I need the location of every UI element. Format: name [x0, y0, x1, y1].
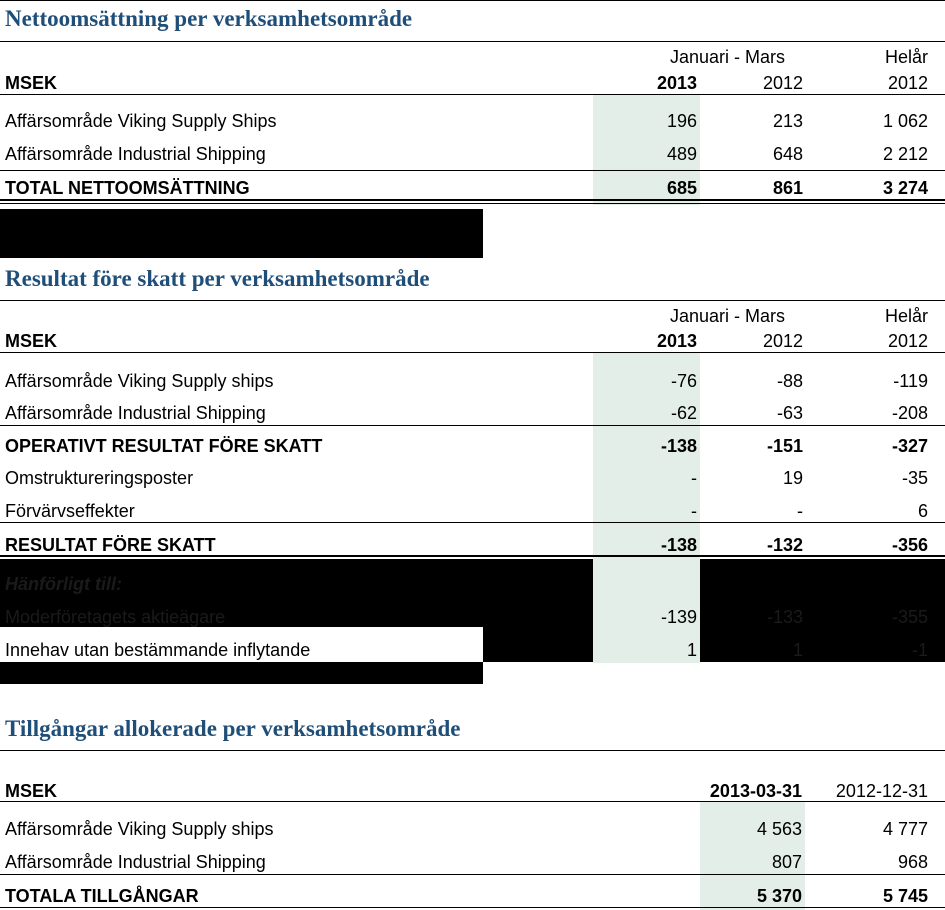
total-value: -356	[891, 535, 928, 555]
year-header: 2013	[656, 73, 697, 93]
row-value: 6	[917, 501, 928, 521]
row-value: -1	[911, 640, 928, 660]
row-value: 2 212	[882, 144, 928, 164]
redaction-block	[0, 209, 483, 258]
row-label: Affärsområde Industrial Shipping	[5, 852, 266, 872]
row-value: 213	[772, 111, 803, 131]
row-label: Innehav utan bestämmande inflytande	[5, 640, 311, 660]
year-header: 2013	[656, 331, 697, 351]
row-label: Moderföretagets aktieägare	[5, 607, 226, 627]
total-label: TOTALA TILLGÅNGAR	[5, 886, 199, 906]
row-value: -88	[776, 371, 803, 391]
row-value: 807	[771, 852, 802, 872]
full-year-header: Helår	[884, 47, 928, 67]
year-header: 2012	[887, 73, 928, 93]
total-value: 685	[666, 178, 697, 198]
total-value: 3 274	[882, 178, 928, 198]
operating-label: OPERATIVT RESULTAT FÖRE SKATT	[5, 436, 323, 456]
total-label: RESULTAT FÖRE SKATT	[5, 535, 216, 555]
section-title: Resultat före skatt per verksamhetsområde	[5, 266, 430, 291]
row-value: -35	[901, 468, 928, 488]
row-value: -76	[670, 371, 697, 391]
full-year-header: Helår	[884, 306, 928, 326]
operating-value: -327	[891, 436, 928, 456]
date-header: 2013-03-31	[709, 781, 802, 801]
row-value: 196	[666, 111, 697, 131]
period-header: Januari - Mars	[669, 306, 785, 326]
row-value: -62	[670, 403, 697, 423]
row-value: 1 062	[882, 111, 928, 131]
row-value: 968	[897, 852, 928, 872]
section-assets	[0, 700, 945, 910]
total-value: 5 370	[756, 886, 802, 906]
row-label: Affärsområde Viking Supply ships	[5, 371, 274, 391]
row-value: -	[691, 468, 697, 488]
row-label: Förvärvseffekter	[5, 501, 135, 521]
row-value: 19	[782, 468, 803, 488]
row-value: 489	[666, 144, 697, 164]
row-label: Affärsområde Viking Supply ships	[5, 819, 274, 839]
section-title: Nettoomsättning per verksamhetsområde	[5, 6, 413, 31]
section-title: Tillgångar allokerade per verksamhetsområde	[5, 716, 461, 741]
year-header: 2012	[762, 331, 803, 351]
section-net-sales	[0, 0, 945, 205]
year-header: 2012	[762, 73, 803, 93]
row-value: -63	[776, 403, 803, 423]
row-label: Affärsområde Industrial Shipping	[5, 403, 266, 423]
operating-value: -138	[660, 436, 697, 456]
date-header: 2012-12-31	[835, 781, 928, 801]
row-label: Affärsområde Industrial Shipping	[5, 144, 266, 164]
attribution-label: Hänförligt till:	[5, 574, 122, 594]
total-value: -138	[660, 535, 697, 555]
row-value: -139	[660, 607, 697, 627]
row-value: -208	[891, 403, 928, 423]
row-value: 648	[772, 144, 803, 164]
row-value: -355	[891, 607, 928, 627]
row-label: Affärsområde Viking Supply Ships	[5, 111, 277, 131]
unit-label: MSEK	[5, 331, 58, 351]
row-value: 4 777	[882, 819, 928, 839]
section-result-before-tax	[0, 258, 945, 688]
total-value: -132	[766, 535, 803, 555]
total-value: 861	[772, 178, 803, 198]
row-value: -	[691, 501, 697, 521]
redaction-block	[0, 662, 483, 684]
row-value: -	[797, 501, 803, 521]
row-label: Omstruktureringsposter	[5, 468, 194, 488]
operating-value: -151	[766, 436, 803, 456]
unit-label: MSEK	[5, 73, 58, 93]
row-value: -133	[766, 607, 803, 627]
redaction-block	[483, 627, 593, 662]
total-value: 5 745	[882, 886, 928, 906]
row-value: 4 563	[756, 819, 802, 839]
row-value: -119	[893, 371, 928, 391]
unit-label: MSEK	[5, 781, 58, 801]
row-value: 1	[686, 640, 697, 660]
period-header: Januari - Mars	[669, 47, 785, 67]
year-header: 2012	[887, 331, 928, 351]
total-label: TOTAL NETTOOMSÄTTNING	[5, 178, 250, 198]
row-value: 1	[792, 640, 803, 660]
